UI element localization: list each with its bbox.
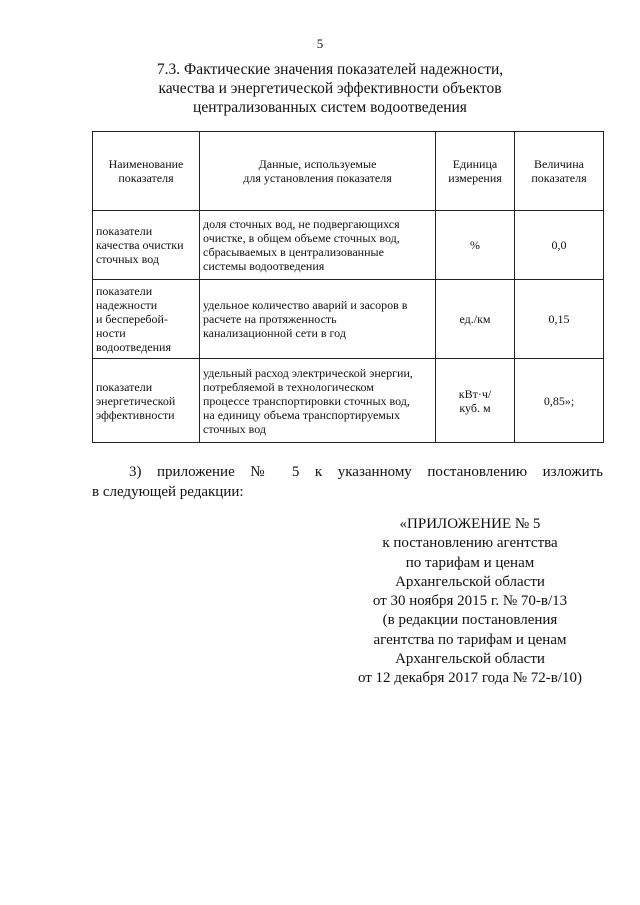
cell-data: доля сточных вод, не подвергающихся очистке, в общем объеме сточных вод, сбрасываемых в централизованные системы водоотведения	[200, 211, 436, 280]
cell-data: удельный расход электрической энергии, потребляемой в технологическом процессе транспортировки сточных вод, на единицу объема транспортируемых сточных вод	[200, 359, 436, 443]
table-row	[93, 359, 604, 443]
page-number: 5	[316, 36, 324, 51]
header-name: Наименование показателя	[93, 132, 200, 211]
header-unit: Единица измерения	[436, 132, 515, 211]
cell-value: 0,85»;	[515, 359, 604, 443]
appendix-line: от 30 ноября 2015 г. № 70-в/13	[372, 593, 568, 610]
appendix-line: (в редакции постановления	[382, 612, 558, 629]
cell-name: показатели надежности и бесперебой- ности водоотведения	[93, 280, 200, 359]
cell-value: 0,0	[515, 211, 604, 280]
table-row	[93, 280, 604, 359]
appendix-line: агентства по тарифам и ценам	[373, 631, 567, 648]
table-header-row	[93, 132, 604, 211]
appendix-line: к постановлению агентства	[382, 535, 558, 552]
paragraph-line: в следующей редакции:	[92, 484, 244, 500]
amendment-paragraph	[92, 462, 603, 502]
cell-unit: %	[436, 211, 515, 280]
cell-value: 0,15	[515, 280, 604, 359]
paragraph-line: 3) приложение № 5 к указанному постановлению изложить	[129, 464, 603, 480]
indicators-table	[92, 131, 604, 443]
cell-name: показатели энергетической эффективности	[93, 359, 200, 443]
appendix-line: Архангельской области	[395, 573, 545, 590]
appendix-line: Архангельской области	[395, 651, 545, 668]
section-title-line: централизованных систем водоотведения	[193, 99, 467, 116]
section-title-line: 7.3. Фактические значения показателей надежности,	[156, 61, 504, 78]
cell-unit: ед./км	[436, 280, 515, 359]
section-title-line: качества и энергетической эффективности объектов	[158, 80, 502, 97]
appendix-line: «ПРИЛОЖЕНИЕ № 5	[399, 516, 541, 532]
cell-unit: кВт·ч/ куб. м	[436, 359, 515, 443]
header-value: Величина показателя	[515, 132, 604, 211]
cell-name: показатели качества очистки сточных вод	[93, 211, 200, 280]
appendix-line: по тарифам и ценам	[405, 554, 535, 571]
section-title	[150, 60, 510, 117]
appendix-line: от 12 декабря 2017 года № 72-в/10)	[357, 670, 583, 687]
appendix-header	[340, 515, 600, 689]
table-row	[93, 211, 604, 280]
header-data: Данные, используемые для установления показателя	[200, 132, 436, 211]
cell-data: удельное количество аварий и засоров в расчете на протяженность канализационной сети в год	[200, 280, 436, 359]
